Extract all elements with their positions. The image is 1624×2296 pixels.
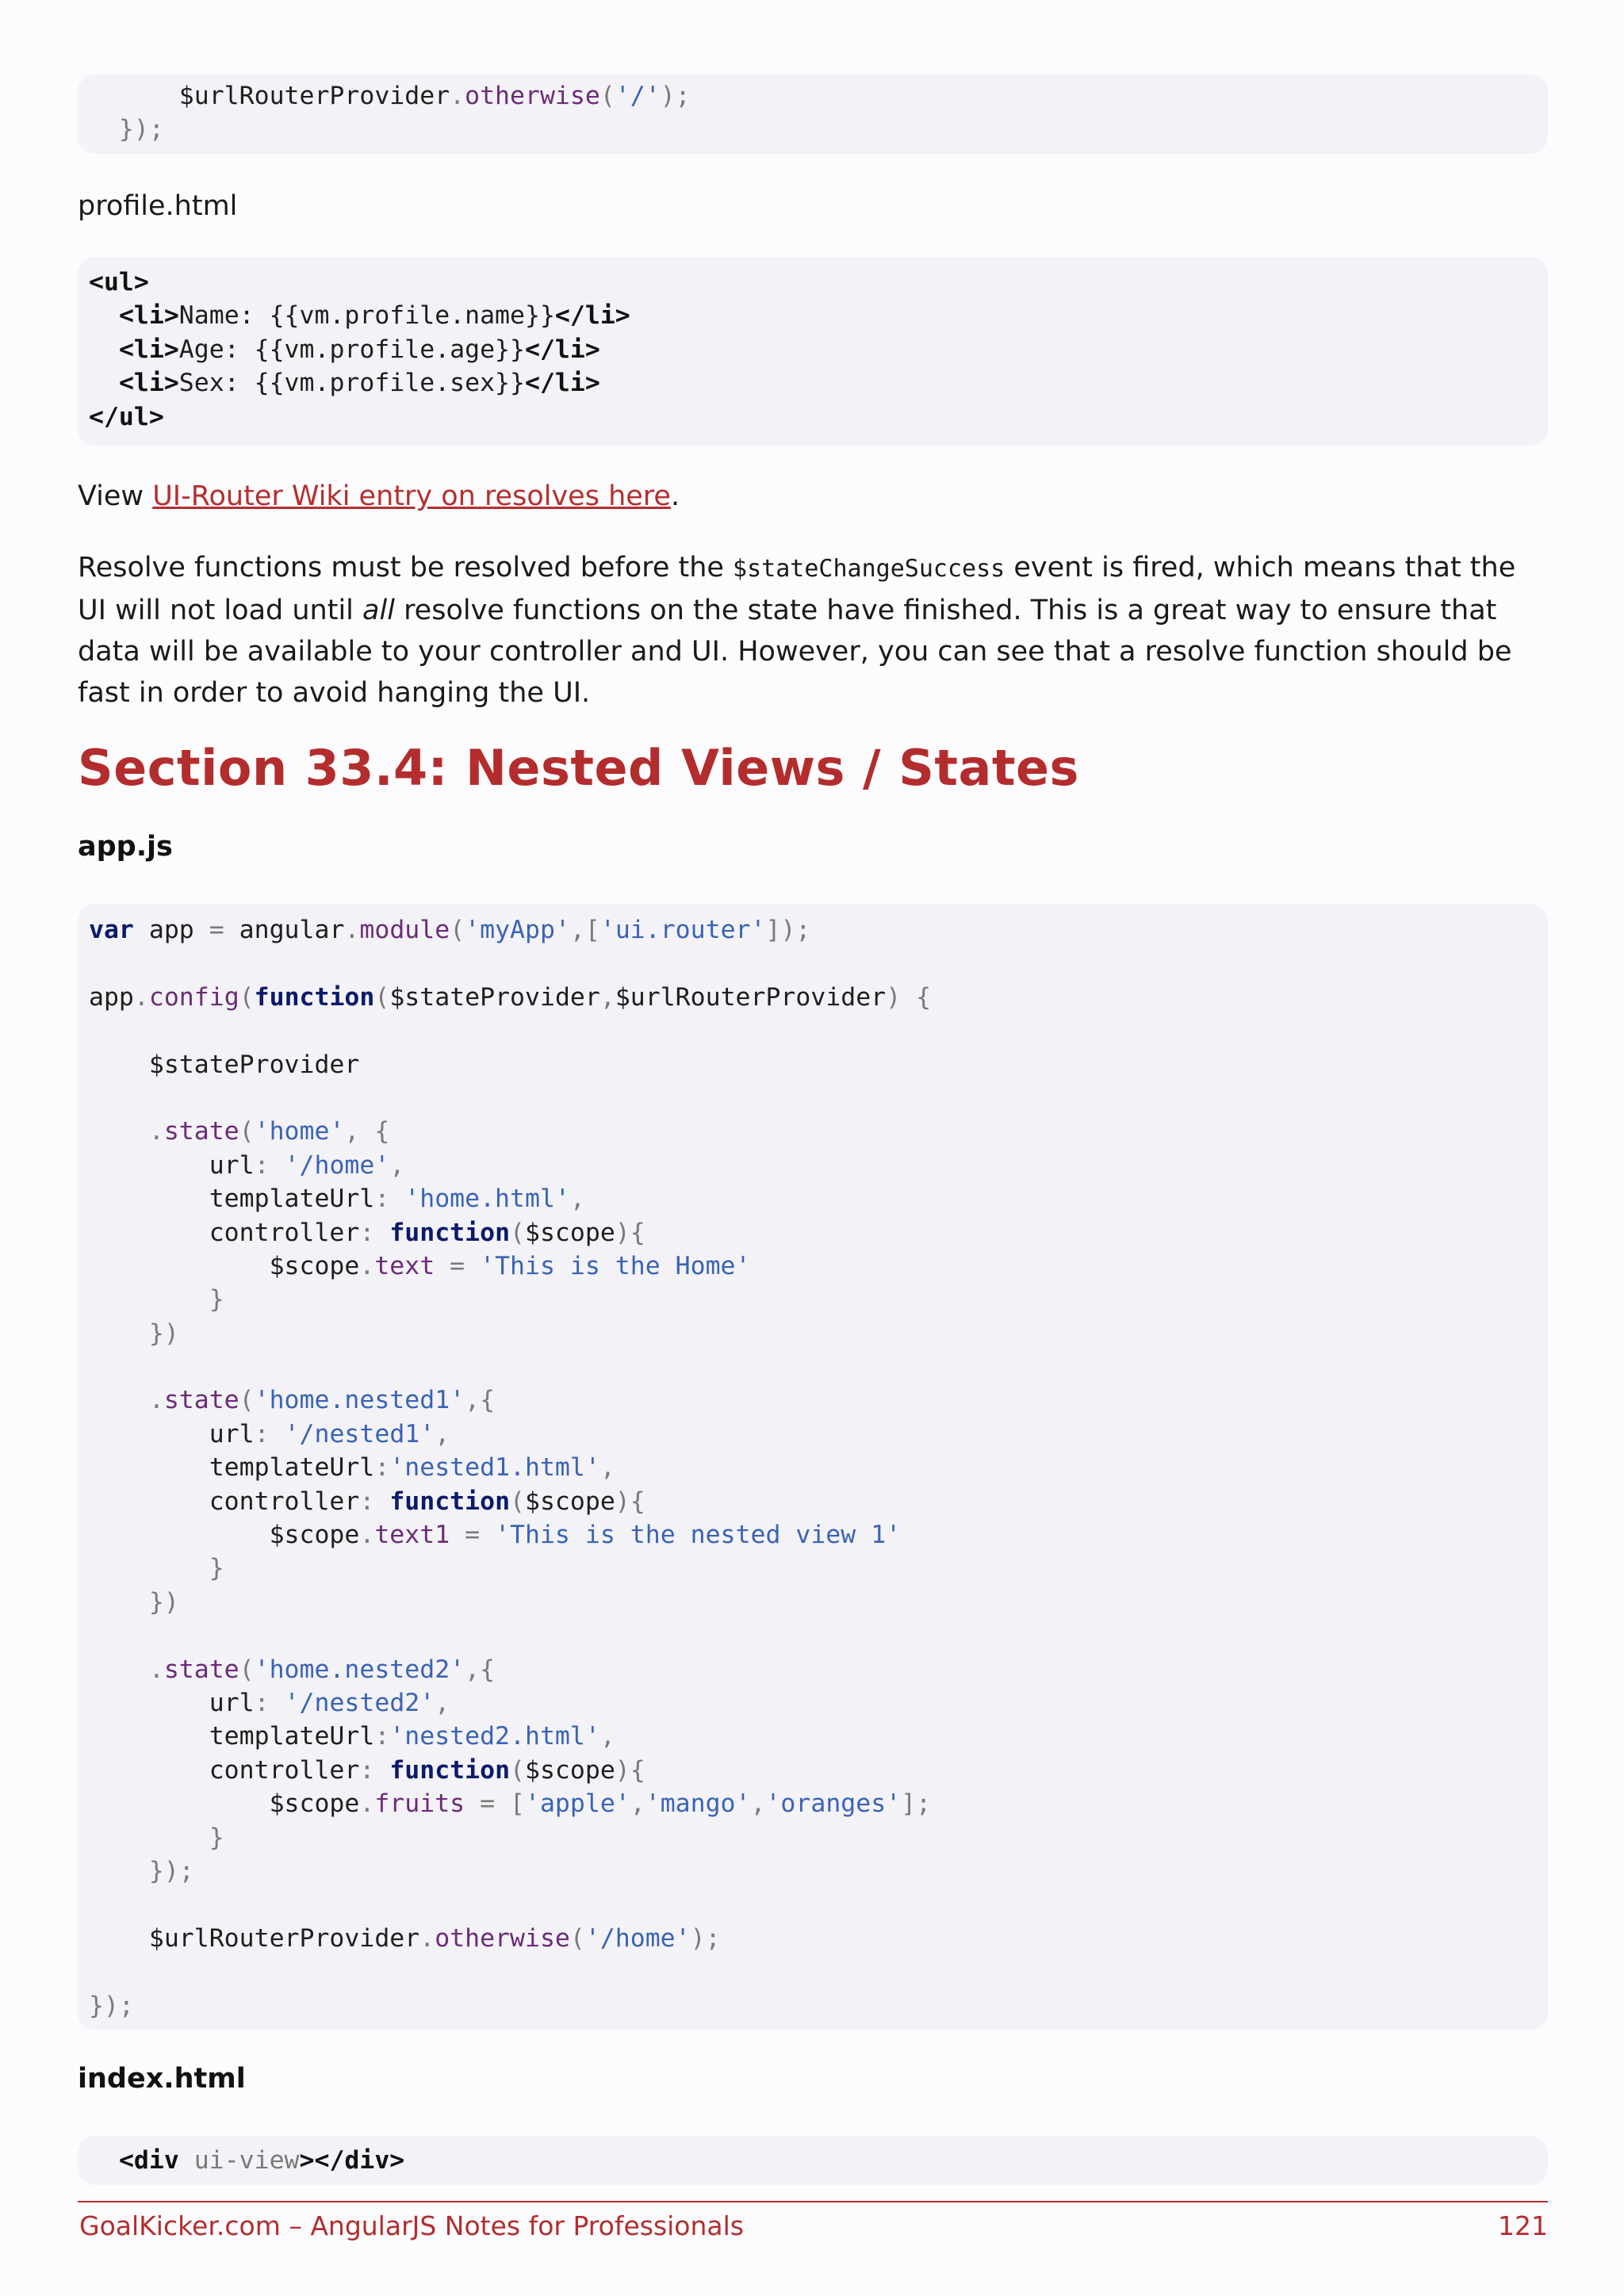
view-wiki-line bbox=[78, 476, 1548, 517]
code-token: ( bbox=[374, 982, 390, 1012]
code-content bbox=[89, 79, 1548, 147]
code-token: = [ bbox=[465, 1789, 525, 1819]
code-line bbox=[89, 1653, 1548, 1686]
code-token: ( bbox=[239, 1117, 255, 1146]
code-token: controller bbox=[89, 1755, 360, 1785]
code-line bbox=[89, 1888, 1548, 1921]
code-token: ]); bbox=[765, 916, 811, 944]
code-token: : bbox=[254, 1150, 285, 1180]
app-js-label: app.js bbox=[78, 831, 173, 863]
code-token: ( bbox=[239, 982, 255, 1012]
code-token: $urlRouterProvider bbox=[89, 82, 450, 110]
code-token: : bbox=[374, 1184, 405, 1214]
code-token: ( bbox=[510, 1755, 525, 1785]
code-token: ( bbox=[450, 916, 465, 944]
code-token: }); bbox=[89, 115, 164, 144]
code-token: ui-view bbox=[178, 2146, 300, 2175]
code-block-profile-html bbox=[78, 257, 1548, 446]
code-token: ,{ bbox=[465, 1655, 496, 1684]
code-token: url bbox=[89, 1150, 255, 1180]
code-token: otherwise bbox=[465, 82, 600, 110]
code-token: $scope bbox=[89, 1789, 360, 1819]
code-token: url bbox=[89, 1419, 255, 1448]
code-token: }) bbox=[89, 1587, 179, 1617]
code-token: module bbox=[359, 916, 450, 944]
code-line bbox=[89, 113, 1548, 146]
code-token: templateUrl bbox=[89, 1453, 375, 1483]
code-token: <li> bbox=[118, 369, 179, 398]
code-line bbox=[89, 1485, 1548, 1518]
code-token: 'nested1.html' bbox=[389, 1453, 600, 1483]
code-token: url bbox=[89, 1688, 255, 1717]
code-token: ){ bbox=[615, 1487, 645, 1516]
code-token: , bbox=[435, 1419, 450, 1448]
code-line bbox=[89, 1787, 1548, 1820]
code-token: $urlRouterProvider bbox=[89, 1923, 420, 1953]
code-token: '/' bbox=[615, 82, 661, 110]
code-token: 'This is the Home' bbox=[480, 1251, 751, 1280]
code-line bbox=[89, 913, 1548, 947]
code-line bbox=[89, 1283, 1548, 1316]
code-token: 'home.nested2' bbox=[254, 1655, 465, 1684]
resolve-paragraph bbox=[78, 547, 1548, 714]
code-line bbox=[89, 400, 1548, 434]
section-title: Section 33.4: Nested Views / States bbox=[78, 739, 1079, 797]
code-token: , { bbox=[344, 1117, 390, 1146]
code-line bbox=[89, 1182, 1548, 1215]
code-line bbox=[89, 1989, 1548, 2022]
code-token: </li> bbox=[554, 301, 630, 331]
code-token: 'mango' bbox=[645, 1789, 751, 1819]
code-token: $urlRouterProvider bbox=[615, 982, 887, 1012]
code-token bbox=[89, 2146, 119, 2175]
code-line bbox=[89, 1686, 1548, 1720]
code-token: function bbox=[254, 982, 375, 1012]
code-token: otherwise bbox=[435, 1923, 570, 1953]
code-token: Sex: {{vm.profile.sex}} bbox=[178, 369, 525, 398]
code-token: : bbox=[359, 1487, 390, 1516]
ui-router-wiki-link[interactable]: UI-Router Wiki entry on resolves here bbox=[152, 480, 671, 512]
code-token: = bbox=[450, 1521, 496, 1550]
code-line bbox=[89, 2144, 1548, 2177]
code-token: ( bbox=[239, 1386, 255, 1415]
code-token: . bbox=[148, 1655, 164, 1684]
code-token: ); bbox=[690, 1923, 721, 1953]
code-token: 'myApp' bbox=[465, 916, 570, 944]
code-token: fruits bbox=[374, 1789, 465, 1819]
code-line bbox=[89, 981, 1548, 1014]
code-token: ){ bbox=[615, 1218, 645, 1247]
code-token: </li> bbox=[524, 335, 600, 364]
code-token: : bbox=[374, 1453, 390, 1483]
code-token: ( bbox=[569, 1923, 585, 1953]
code-token: }); bbox=[89, 1856, 194, 1885]
code-token: $scope bbox=[525, 1218, 615, 1247]
code-line bbox=[89, 266, 1548, 299]
code-token: . bbox=[359, 1521, 375, 1550]
code-token: = bbox=[435, 1251, 481, 1280]
code-token: , bbox=[599, 982, 615, 1012]
code-line bbox=[89, 1418, 1548, 1451]
code-token: angular bbox=[224, 916, 345, 944]
resolve-text-1: Resolve functions must be resolved before the bbox=[78, 552, 733, 584]
code-token: ( bbox=[510, 1218, 525, 1247]
code-token: $scope bbox=[525, 1755, 615, 1785]
code-line bbox=[89, 1922, 1548, 1955]
code-line bbox=[89, 1350, 1548, 1383]
code-block-app-js bbox=[78, 904, 1548, 2030]
emphasis-all: all bbox=[362, 595, 395, 626]
code-token: . bbox=[133, 982, 149, 1012]
code-line bbox=[89, 333, 1548, 366]
code-token: } bbox=[89, 1823, 224, 1852]
code-token: app bbox=[133, 916, 209, 944]
code-token: var bbox=[89, 916, 134, 944]
code-line bbox=[89, 1552, 1548, 1585]
code-token: 'This is the nested view 1' bbox=[495, 1521, 902, 1550]
footer-source: GoalKicker.com – AngularJS Notes for Professionals bbox=[79, 2210, 744, 2241]
code-content bbox=[89, 913, 1548, 2022]
code-token: ( bbox=[510, 1487, 525, 1516]
code-token: = bbox=[209, 916, 224, 944]
code-line bbox=[89, 1821, 1548, 1854]
code-line bbox=[89, 79, 1548, 113]
code-token: text bbox=[374, 1251, 435, 1280]
code-token: templateUrl bbox=[89, 1184, 375, 1214]
code-token: 'home' bbox=[254, 1117, 345, 1146]
code-token: templateUrl bbox=[89, 1722, 375, 1751]
code-token: . bbox=[450, 82, 465, 110]
view-suffix: . bbox=[670, 480, 680, 512]
code-line bbox=[89, 1451, 1548, 1484]
code-token: 'nested2.html' bbox=[389, 1722, 600, 1751]
resolve-text-3: resolve functions on the state have finished. This is a great way to ensure that data will be available to your controller and UI. However, you can see that a resolve function should be fast in order to avoid hanging the UI. bbox=[78, 595, 1512, 709]
code-token: ></div> bbox=[299, 2146, 405, 2175]
code-token: controller bbox=[89, 1218, 360, 1247]
code-token: <ul> bbox=[89, 268, 149, 297]
code-token: '/nested1' bbox=[284, 1419, 435, 1448]
code-line bbox=[89, 1115, 1548, 1148]
code-content bbox=[89, 266, 1548, 434]
code-line bbox=[89, 1048, 1548, 1081]
code-token: : bbox=[359, 1218, 390, 1247]
code-token: 'apple' bbox=[525, 1789, 630, 1819]
code-token bbox=[89, 1386, 149, 1414]
code-token: , bbox=[599, 1722, 615, 1751]
code-token: }) bbox=[89, 1318, 179, 1348]
code-token: } bbox=[89, 1554, 224, 1583]
code-token: '/home' bbox=[584, 1923, 691, 1953]
code-line bbox=[89, 1317, 1548, 1350]
code-token: . bbox=[359, 1251, 375, 1280]
code-line bbox=[89, 366, 1548, 400]
code-line bbox=[89, 1149, 1548, 1182]
code-token bbox=[89, 1117, 149, 1146]
code-token: config bbox=[148, 982, 239, 1012]
code-token: ( bbox=[599, 82, 615, 110]
code-token: <div bbox=[118, 2146, 179, 2175]
code-token bbox=[89, 1655, 149, 1684]
code-block-router-end bbox=[78, 75, 1548, 154]
code-line bbox=[89, 1854, 1548, 1888]
code-line bbox=[89, 1586, 1548, 1619]
code-token: $stateProvider bbox=[389, 982, 600, 1012]
footer-divider bbox=[78, 2201, 1548, 2202]
index-html-label: index.html bbox=[78, 2063, 246, 2095]
code-token: }); bbox=[89, 1991, 134, 2020]
code-token: . bbox=[148, 1117, 164, 1146]
code-token: Age: {{vm.profile.age}} bbox=[178, 335, 525, 364]
code-token: controller bbox=[89, 1487, 360, 1516]
code-token: , bbox=[630, 1789, 645, 1819]
code-line bbox=[89, 299, 1548, 332]
code-token: . bbox=[419, 1923, 435, 1953]
code-line bbox=[89, 1383, 1548, 1417]
code-token: <li> bbox=[118, 301, 179, 331]
code-token bbox=[89, 369, 119, 397]
code-token bbox=[89, 301, 119, 330]
code-token: , bbox=[389, 1150, 405, 1180]
code-token: ,[ bbox=[569, 916, 600, 944]
code-line bbox=[89, 1619, 1548, 1652]
code-token: : bbox=[374, 1722, 390, 1751]
code-token: state bbox=[163, 1117, 239, 1146]
code-token: : bbox=[359, 1755, 390, 1785]
code-token: $stateProvider bbox=[89, 1050, 360, 1079]
code-token: . bbox=[359, 1789, 375, 1819]
code-token: text1 bbox=[374, 1521, 450, 1550]
code-token: : bbox=[254, 1688, 285, 1717]
code-line bbox=[89, 1216, 1548, 1249]
code-token: ); bbox=[660, 82, 691, 110]
code-token: , bbox=[599, 1453, 615, 1483]
code-token: $scope bbox=[525, 1487, 615, 1516]
code-line bbox=[89, 1754, 1548, 1787]
code-token: </li> bbox=[524, 369, 600, 398]
code-token: $scope bbox=[89, 1521, 360, 1550]
resolve-text-2: event is fired, which means that the UI will not load until bbox=[78, 552, 1516, 626]
view-prefix: View bbox=[78, 480, 153, 512]
code-token: . bbox=[344, 916, 360, 944]
code-line bbox=[89, 1955, 1548, 1988]
code-token: } bbox=[89, 1285, 224, 1314]
code-token: ( bbox=[239, 1655, 255, 1684]
code-token: '/nested2' bbox=[284, 1688, 435, 1717]
code-line bbox=[89, 1249, 1548, 1283]
code-line bbox=[89, 1081, 1548, 1115]
code-line bbox=[89, 1720, 1548, 1753]
code-token: app bbox=[89, 982, 134, 1012]
code-token: ){ bbox=[615, 1755, 645, 1785]
code-token: function bbox=[389, 1218, 511, 1247]
code-token: Name: {{vm.profile.name}} bbox=[178, 301, 555, 331]
code-token: </ul> bbox=[89, 402, 164, 431]
code-line bbox=[89, 947, 1548, 980]
code-content bbox=[89, 2144, 1548, 2177]
code-token: 'ui.router' bbox=[599, 916, 766, 944]
code-token: : bbox=[254, 1419, 285, 1448]
code-token: , bbox=[750, 1789, 766, 1819]
code-line bbox=[89, 1518, 1548, 1552]
code-token: ,{ bbox=[465, 1386, 496, 1415]
code-token: '/home' bbox=[284, 1150, 390, 1180]
profile-html-label: profile.html bbox=[78, 190, 238, 222]
code-token: function bbox=[389, 1755, 511, 1785]
code-token: $scope bbox=[89, 1251, 360, 1280]
code-token: . bbox=[148, 1386, 164, 1415]
code-token: state bbox=[163, 1386, 239, 1415]
code-token: , bbox=[435, 1688, 450, 1717]
code-token: ]; bbox=[901, 1789, 932, 1819]
code-token: state bbox=[163, 1655, 239, 1684]
footer-page-number: 121 bbox=[1498, 2210, 1548, 2241]
code-token: function bbox=[389, 1487, 511, 1516]
code-token: ) { bbox=[886, 982, 932, 1012]
code-block-index-html bbox=[78, 2136, 1548, 2185]
inline-code-statechangesuccess: $stateChangeSuccess bbox=[733, 555, 1005, 583]
code-token: 'home.html' bbox=[404, 1184, 570, 1214]
code-token bbox=[89, 335, 119, 364]
code-token: 'home.nested1' bbox=[254, 1386, 465, 1415]
code-token: , bbox=[569, 1184, 585, 1214]
code-token: <li> bbox=[118, 335, 179, 364]
code-token: 'oranges' bbox=[765, 1789, 902, 1819]
code-line bbox=[89, 1014, 1548, 1047]
